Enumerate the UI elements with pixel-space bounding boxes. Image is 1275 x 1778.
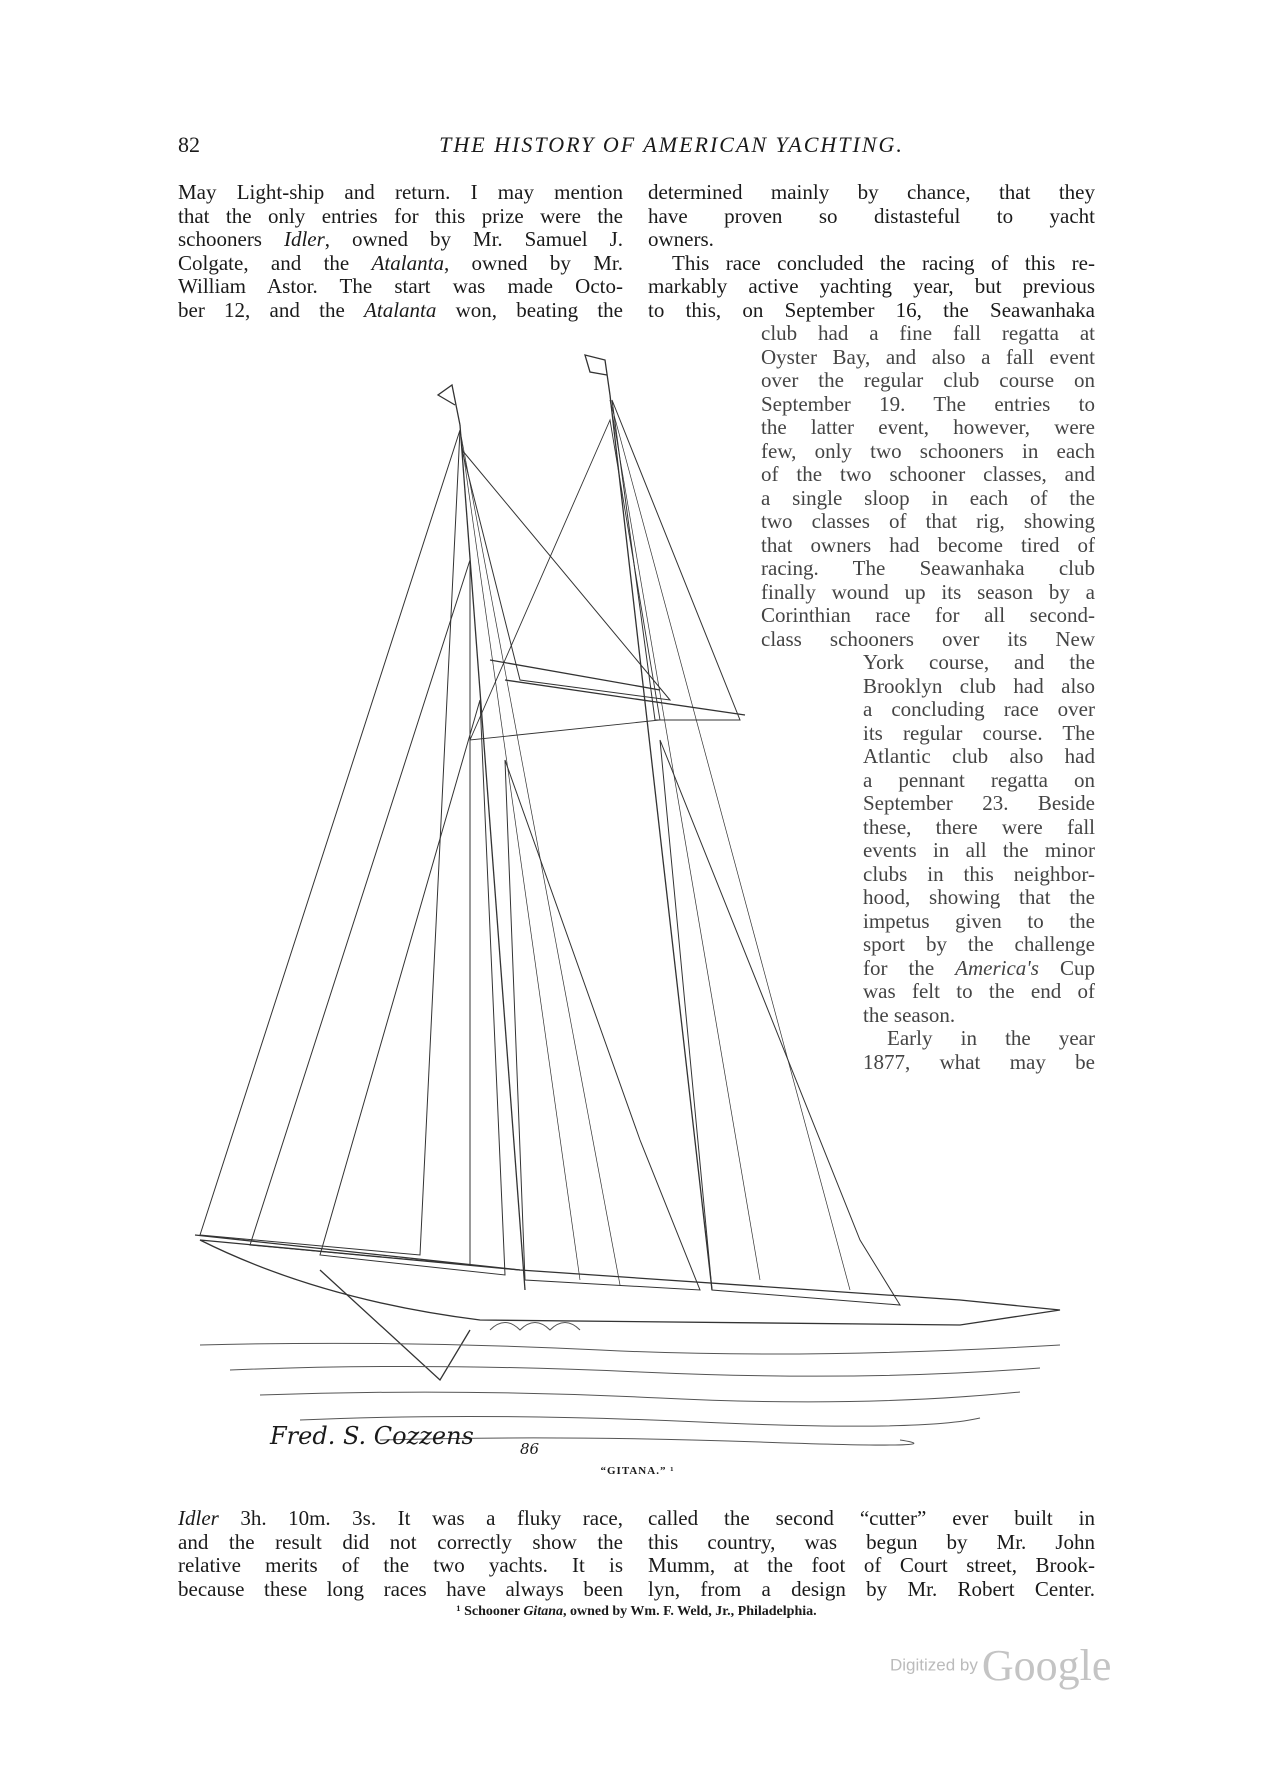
text-line: [178, 1554, 623, 1578]
text-line: [648, 1554, 1095, 1578]
bowsprit: [195, 1235, 520, 1270]
text-line: [648, 1578, 1095, 1602]
text-line: [648, 1531, 1095, 1555]
right-column-bottom: [648, 1507, 1095, 1601]
text-segment: class schooners over its New: [761, 626, 1095, 651]
text-segment: the season.: [863, 1002, 956, 1027]
crosstree: [505, 680, 745, 715]
text-segment: have proven so distasteful to yacht: [648, 203, 1095, 228]
text-segment: Colgate, and the: [178, 250, 372, 275]
left-column-bottom: [178, 1507, 623, 1601]
text-segment: markably active yachting year, but previous: [648, 274, 1095, 298]
jib-sail: [200, 430, 460, 1255]
signature-year: 86: [520, 1440, 540, 1458]
text-segment: the latter event, however, were: [761, 415, 1095, 439]
italic-name: America's: [955, 955, 1039, 980]
crosstree: [490, 660, 660, 690]
text-segment: to this, on September 16, the Seawanhaka: [648, 297, 1095, 322]
text-segment: and the result did not correctly show the: [178, 1529, 623, 1554]
text-segment: because these long races have always been: [178, 1576, 623, 1601]
italic-name: Idler: [283, 227, 325, 251]
footnote-text: Schooner: [464, 1604, 524, 1619]
text-segment: Brooklyn club had also: [863, 673, 1095, 698]
artist-signature: Fred. S. Cozzens: [270, 1422, 474, 1450]
text-segment: its regular course. The: [863, 720, 1095, 745]
text-segment: impetus given to the: [863, 908, 1095, 933]
italic-name: Atalanta: [364, 297, 437, 322]
text-segment: Mumm, at the foot of Court street, Brook-: [648, 1553, 1095, 1577]
text-segment: This race concluded the racing of this re-: [672, 250, 1095, 275]
main-flag: [585, 355, 610, 395]
text-segment: events in all the minor: [863, 838, 1095, 862]
text-segment: two classes of that rig, showing: [761, 509, 1095, 533]
text-segment: a concluding race over: [863, 697, 1095, 721]
mainmast: [610, 395, 712, 1290]
text-segment: determined mainly by chance, that they: [648, 180, 1095, 204]
foresail: [505, 760, 700, 1290]
italic-name: Atalanta: [371, 250, 444, 275]
footnote-marker: ¹: [456, 1604, 465, 1619]
text-segment: Corinthian race for all second-: [761, 603, 1095, 627]
text-segment: clubs in this neighbor-: [863, 861, 1095, 886]
text-segment: 1877, what may be: [863, 1049, 1095, 1074]
text-segment: for the: [863, 955, 956, 980]
text-segment: a single sloop in each of the: [761, 485, 1095, 510]
text-segment: won, beating the: [436, 297, 623, 322]
text-line: [648, 1507, 1095, 1531]
text-segment: William Astor. The start was made Octo-: [178, 274, 623, 298]
text-segment: May Light-ship and return. I may mention: [178, 180, 623, 204]
text-segment: Oyster Bay, and also a fall event: [761, 344, 1095, 369]
text-line: [178, 1578, 623, 1602]
fore-topsail: [462, 450, 670, 700]
text-segment: ber 12, and the: [178, 297, 365, 322]
text-segment: York course, and the: [863, 650, 1095, 674]
figure-caption: “GITANA.” ¹: [600, 1465, 675, 1477]
text-segment: that the only entries for this prize were the: [178, 203, 623, 228]
text-segment: Cup: [1038, 955, 1095, 980]
page-number: 82: [178, 132, 200, 157]
rigging-line: [610, 400, 760, 1280]
watermark-prefix: Digitized by: [890, 1655, 978, 1675]
google-watermark: [890, 1640, 1111, 1691]
text-segment: that owners had become tired of: [761, 532, 1095, 557]
text-segment: of the two schooner classes, and: [761, 462, 1095, 486]
text-segment: these, there were fall: [863, 814, 1095, 839]
rigging-line: [610, 400, 850, 1290]
text-segment: Atlantic club also had: [863, 744, 1095, 768]
hull: [200, 1240, 1060, 1325]
text-segment: a pennant regatta on: [863, 767, 1095, 792]
rigging-line: [460, 430, 620, 1285]
text-line: [178, 1507, 623, 1531]
fore-pennant: [438, 385, 460, 425]
text-segment: 3h. 10m. 3s. It was a fluky race,: [218, 1506, 623, 1530]
text-segment: hood, showing that the: [863, 885, 1095, 909]
fore-staysail: [320, 700, 505, 1275]
text-segment: Early in the year: [887, 1026, 1095, 1050]
text-segment: over the regular club course on: [761, 368, 1095, 392]
text-line: [178, 1531, 623, 1555]
text-segment: few, only two schooners in each: [761, 438, 1095, 463]
google-logo: Google: [981, 1641, 1112, 1690]
mainsail: [660, 740, 900, 1305]
footnote-vessel-name: Gitana: [523, 1604, 563, 1619]
text-segment: schooners: [178, 227, 284, 251]
text-segment: relative merits of the two yachts. It is: [178, 1553, 623, 1577]
text-segment: owners.: [648, 227, 714, 251]
main-topsail: [612, 400, 740, 720]
italic-name: Idler: [178, 1506, 219, 1530]
text-segment: , owned by Mr.: [443, 250, 624, 275]
text-segment: racing. The Seawanhaka club: [761, 556, 1095, 580]
text-segment: was felt to the end of: [863, 979, 1095, 1003]
text-segment: September 23. Beside: [863, 791, 1095, 815]
text-segment: , owned by Mr. Samuel J.: [324, 227, 624, 251]
text-segment: September 19. The entries to: [761, 391, 1095, 416]
bow-wave: [320, 1270, 470, 1380]
text-segment: called the second “cutter” ever built in: [648, 1506, 1095, 1530]
text-segment: lyn, from a design by Mr. Robert Center.: [648, 1576, 1095, 1601]
footnote: [178, 1604, 1095, 1620]
text-segment: club had a fine fall regatta at: [761, 321, 1095, 345]
running-title: THE HISTORY OF AMERICAN YACHTING.: [439, 132, 904, 157]
text-segment: finally wound up its season by a: [761, 579, 1095, 604]
text-segment: this country, was begun by Mr. John: [648, 1529, 1095, 1554]
text-segment: sport by the challenge: [863, 932, 1095, 956]
footnote-text-end: , owned by Wm. F. Weld, Jr., Philadelphia.: [563, 1604, 817, 1619]
